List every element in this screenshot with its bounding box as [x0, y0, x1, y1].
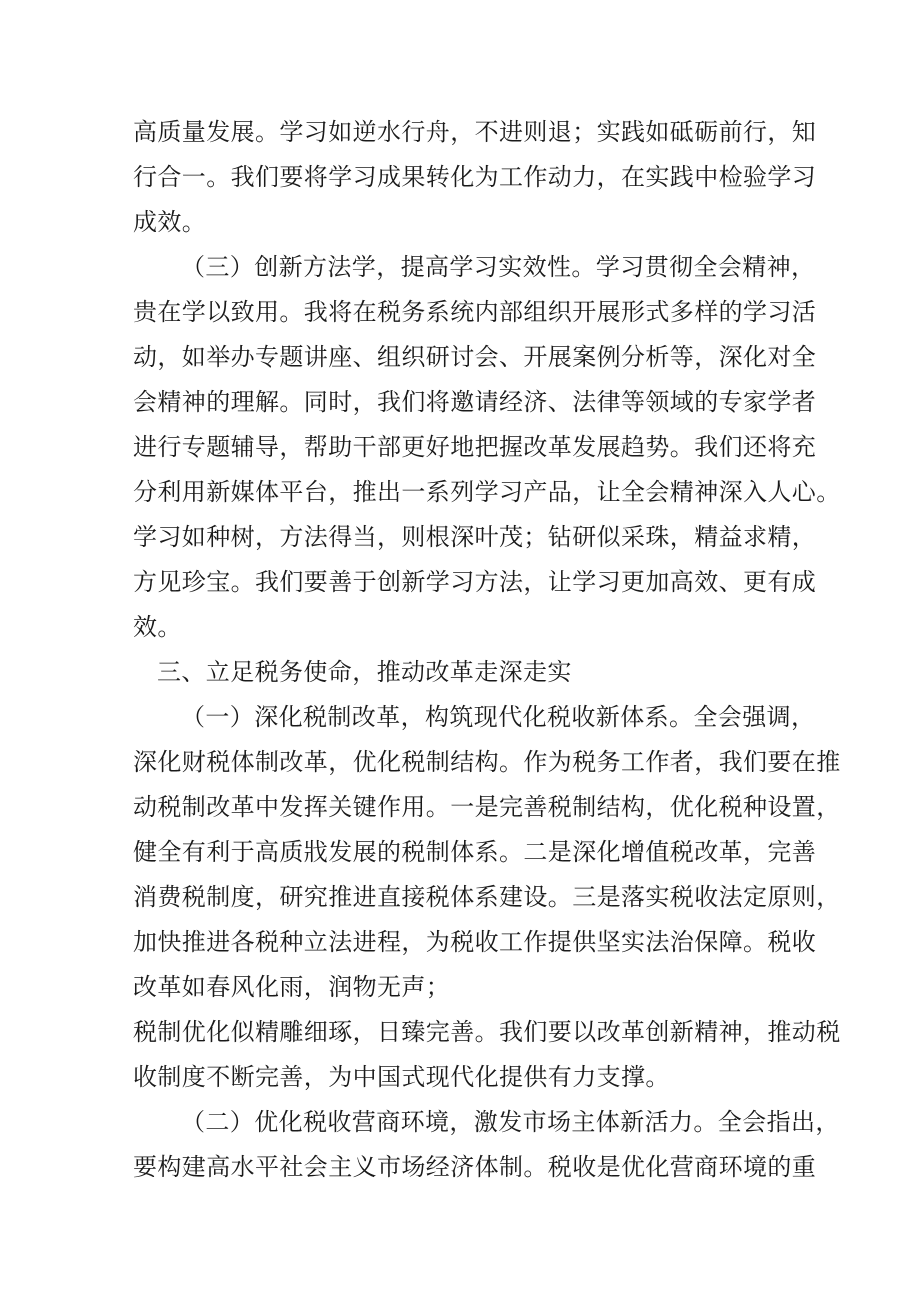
text-line-8: 进行专题辅导，帮助干部更好地把握改革发展趋势。我们还将充 — [133, 433, 817, 461]
text-line-5: 贵在学以致用。我将在税务系统内部组织开展形式多样的学习活 — [133, 298, 817, 326]
text-line-9: 分利用新媒体平台，推出一系列学习产品，让全会精神深入人心。 — [133, 478, 841, 506]
text-line-20: 改革如春风化雨，润物无声； — [133, 973, 451, 1001]
text-line-10: 学习如种树，方法得当，则根深叶茂；钻研似采珠，精益求精， — [133, 523, 817, 551]
text-line-15: 深化财税体制改革，优化税制结构。作为税务工作者，我们要在推 — [133, 748, 841, 776]
text-line-1: 高质量发展。学习如逆水行舟，不进则退；实践如砥砺前行，知 — [133, 118, 817, 146]
subheading-2-line: （二）优化税收营商环境，激发市场主体新活力。全会指出， — [181, 1108, 840, 1136]
text-line-12: 效。 — [133, 613, 182, 641]
text-line-2: 行合一。我们要将学习成果转化为工作动力，在实践中检验学习 — [133, 163, 817, 191]
text-line-17: 健全有利于高质戕发展的税制体系。二是深化增值税改革，完善 — [133, 838, 817, 866]
text-line-24: 要构建高水平社会主义市场经济体制。税收是优化营商环境的重 — [133, 1153, 817, 1181]
text-line-22: 收制度不断完善，为中国式现代化提供有力支撑。 — [133, 1063, 670, 1091]
text-line-21: 税制优化似精雕细琢，日臻完善。我们要以改革创新精神，推动税 — [133, 1018, 841, 1046]
text-line-6: 动，如举办专题讲座、组织研讨会、开展案例分析等，深化对全 — [133, 343, 817, 371]
text-line-19: 加快推进各税种立法进程，为税收工作提供坚实法治保障。税收 — [133, 928, 817, 956]
text-line-3: 成效。 — [133, 208, 207, 236]
text-line-16: 动税制改革中发挥关键作用。一是完善税制结构，优化税种设置， — [133, 793, 841, 821]
text-line-18: 消费税制度，研究推进直接税体系建设。三是落实税收法定原则， — [133, 883, 841, 911]
section-heading-3: 三、立足税务使命，推动改革走深走实 — [157, 658, 572, 686]
subheading-1-line: （一）深化税制改革，构筑现代化税收新体系。全会强调， — [181, 703, 816, 731]
text-line-7: 会精神的理解。同时，我们将邀请经济、法律等领域的专家学者 — [133, 388, 817, 416]
text-line-11: 方见珍宝。我们要善于创新学习方法，让学习更加高效、更有成 — [133, 568, 817, 596]
subheading-3-line: （三）创新方法学，提高学习实效性。学习贯彻全会精神， — [181, 253, 816, 281]
